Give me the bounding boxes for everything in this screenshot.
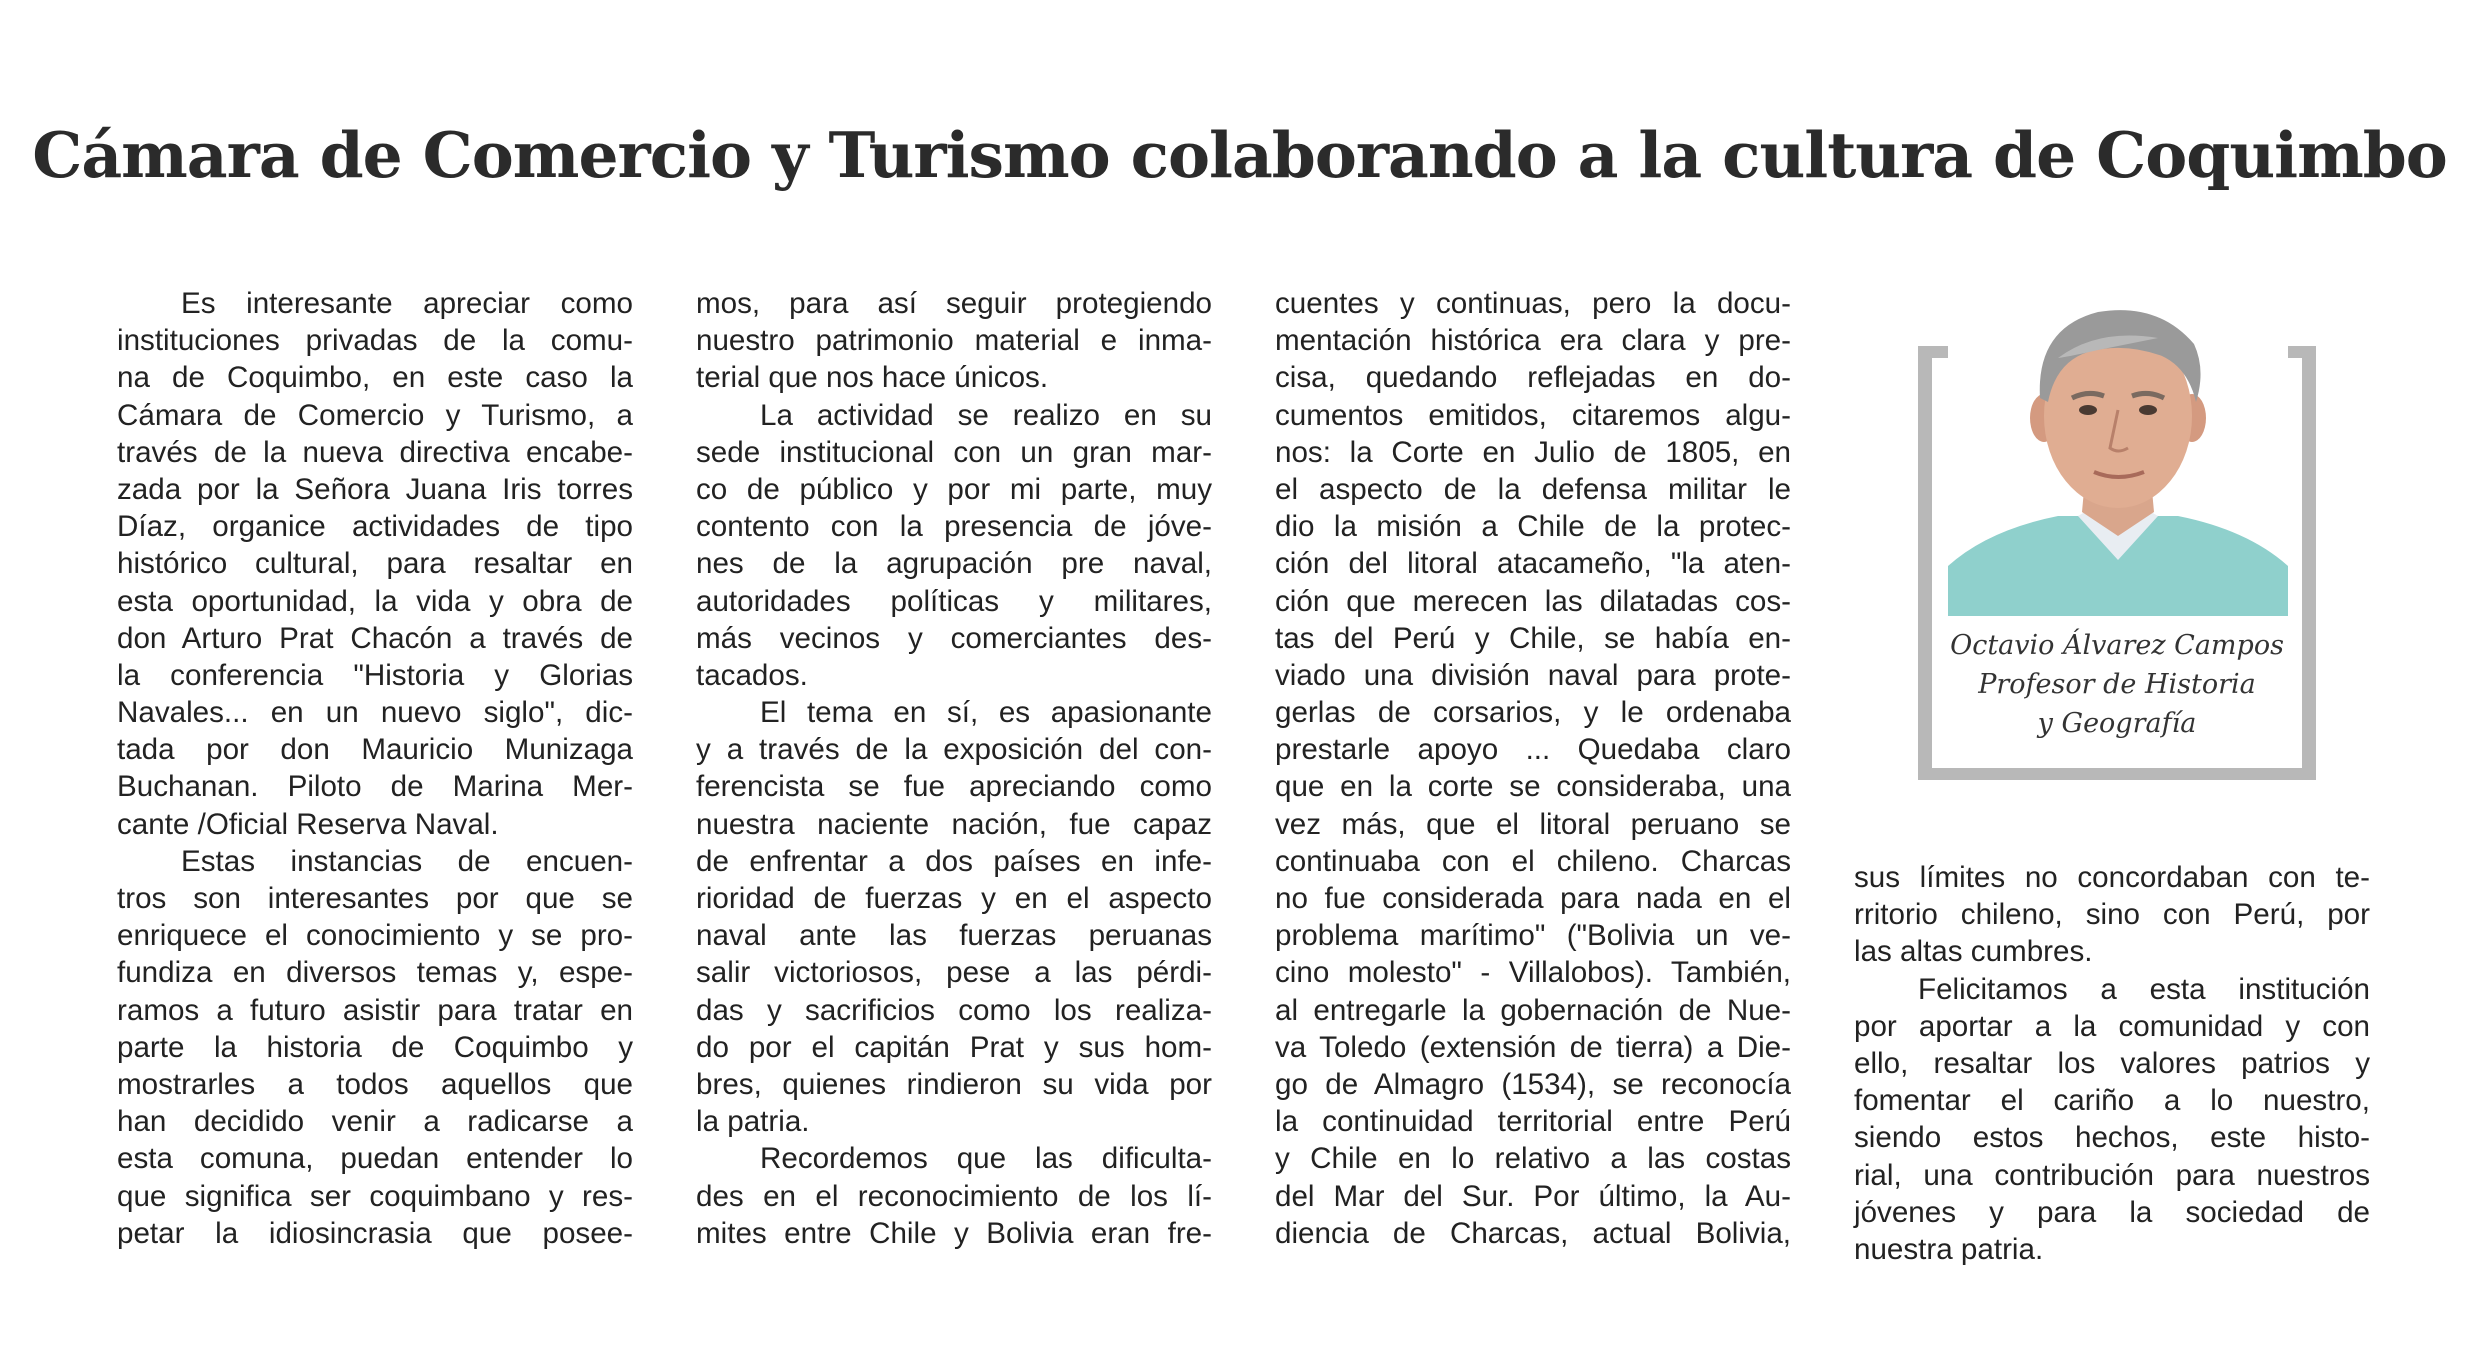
article-line: tacados. <box>696 658 808 692</box>
article-paragraph <box>696 397 1212 695</box>
article-line: parte la historia de Coquimbo y <box>117 1030 633 1064</box>
article-line: vez más, que el litoral peruano se <box>1275 807 1791 841</box>
article-line: través de la nueva directiva encabe- <box>117 435 633 469</box>
article-line: fundiza en diversos temas y, espe- <box>117 956 633 990</box>
article-line: instituciones privadas de la comu- <box>117 324 633 358</box>
article-line: Estas instancias de encuen- <box>181 844 633 878</box>
article-line: la patria. <box>696 1105 810 1139</box>
article-line: viado una división naval para prote- <box>1275 658 1791 692</box>
article-paragraph <box>696 285 1212 397</box>
article-line: ción del litoral atacameño, "la aten- <box>1275 547 1791 581</box>
article-column-1 <box>117 285 633 1252</box>
article-line: que significa ser coquimbano y res- <box>117 1179 633 1213</box>
article-line: Navales... en un nuevo siglo", dic- <box>117 696 633 730</box>
article-line: des en el reconocimiento de los lí- <box>696 1179 1212 1213</box>
article-line: go de Almagro (1534), se reconocía <box>1275 1067 1791 1101</box>
article-line: siendo estos hechos, este histo- <box>1854 1121 2370 1155</box>
article-line: El tema en sí, es apasionante <box>760 696 1212 730</box>
article-line: y a través de la exposición del con- <box>696 733 1212 767</box>
article-line: ello, resaltar los valores patrios y <box>1854 1046 2370 1080</box>
article-line: Díaz, organice actividades de tipo <box>117 510 633 544</box>
article-line: mos, para así seguir protegiendo <box>696 287 1212 320</box>
article-line: cuentes y continuas, pero la docu- <box>1275 287 1791 320</box>
article-line: sede institucional con un gran mar- <box>696 435 1212 469</box>
article-line: gerlas de corsarios, y le ordenaba <box>1275 696 1791 730</box>
article-line: y Chile en lo relativo a las costas <box>1275 1142 1791 1176</box>
article-line: jóvenes y para la sociedad de <box>1854 1195 2370 1229</box>
article-line: petar la idiosincrasia que posee- <box>117 1216 633 1250</box>
article-line: contento con la presencia de jóve- <box>696 510 1212 544</box>
article-line: La actividad se realizo en su <box>760 398 1212 432</box>
article-line: co de público y por mi parte, muy <box>696 472 1212 506</box>
article-line: nuestro patrimonio material e inma- <box>696 324 1212 358</box>
author-portrait-illustration <box>1948 298 2288 616</box>
article-line: dio la misión a Chile de la protec- <box>1275 510 1791 544</box>
author-title-line-2: y Geografía <box>2037 708 2197 739</box>
article-paragraph <box>696 1140 1212 1252</box>
article-line: salir victoriosos, pese a las pérdi- <box>696 956 1212 990</box>
article-line: terial que nos hace únicos. <box>696 361 1049 395</box>
article-line: han decidido venir a radicarse a <box>117 1105 633 1139</box>
article-line: rritorio chileno, sino con Perú, por <box>1854 898 2370 932</box>
article-paragraph <box>1854 971 2370 1269</box>
article-line: problema marítimo" ("Bolivia un ve- <box>1275 919 1791 953</box>
article-line: prestarle apoyo ... Quedaba claro <box>1275 733 1791 767</box>
article-line: cino molesto" - Villalobos). También, <box>1275 956 1791 990</box>
article-line: nos: la Corte en Julio de 1805, en <box>1275 435 1791 469</box>
article-line: no fue considerada para nada en el <box>1275 882 1791 915</box>
article-line: Cámara de Comercio y Turismo, a <box>117 398 633 432</box>
article-line: cante /Oficial Reserva Naval. <box>117 807 499 841</box>
article-line: zada por la Señora Juana Iris torres <box>117 472 633 506</box>
article-line: más vecinos y comerciantes des- <box>696 621 1212 655</box>
article-line: na de Coquimbo, en este caso la <box>117 361 633 395</box>
article-line: bres, quienes rindieron su vida por <box>696 1067 1212 1101</box>
article-column-4 <box>1854 859 2370 1268</box>
article-paragraph <box>117 843 633 1252</box>
article-line: Felicitamos a esta institución <box>1918 972 2370 1006</box>
article-line: las altas cumbres. <box>1854 935 2093 969</box>
article-line: cumentos emitidos, citaremos algu- <box>1275 398 1791 432</box>
article-line: rial, una contribución para nuestros <box>1854 1158 2370 1192</box>
article-line: fomentar el cariño a lo nuestro, <box>1854 1084 2370 1118</box>
author-portrait <box>1948 298 2288 616</box>
article-line: por aportar a la comunidad y con <box>1854 1009 2370 1043</box>
article-line: enriquece el conocimiento y se pro- <box>117 919 633 953</box>
article-line: das y sacrificios como los realiza- <box>696 993 1212 1027</box>
article-line: Buchanan. Piloto de Marina Mer- <box>117 770 633 804</box>
article-line: tros son interesantes por que se <box>117 882 633 915</box>
article-headline: Cámara de Comercio y Turismo colaborando a la cultura de Coquimbo <box>32 118 2447 192</box>
article-line: del Mar del Sur. Por último, la Au- <box>1275 1179 1791 1213</box>
article-line: ferencista se fue apreciando como <box>696 770 1212 804</box>
article-line: al entregarle la gobernación de Nue- <box>1275 993 1791 1027</box>
article-paragraph <box>696 694 1212 1140</box>
author-caption <box>1918 626 2316 743</box>
article-line: de enfrentar a dos países en infe- <box>696 844 1212 878</box>
article-line: ción que merecen las dilatadas cos- <box>1275 584 1791 618</box>
article-line: que en la corte se consideraba, una <box>1275 770 1791 804</box>
article-line: cisa, quedando reflejadas en do- <box>1275 361 1791 395</box>
article-line: va Toledo (extensión de tierra) a Die- <box>1275 1030 1791 1064</box>
frame-bottom-bar <box>1918 768 2316 780</box>
article-column-2 <box>696 285 1212 1252</box>
article-line: autoridades políticas y militares, <box>696 584 1212 618</box>
article-line: la continuidad territorial entre Perú <box>1275 1105 1791 1139</box>
article-paragraph <box>1275 285 1791 1252</box>
author-name: Octavio Álvarez Campos <box>1950 630 2284 661</box>
article-line: naval ante las fuerzas peruanas <box>696 919 1212 953</box>
article-line: ramos a futuro asistir para tratar en <box>117 993 633 1027</box>
article-line: Recordemos que las dificulta- <box>760 1142 1212 1176</box>
article-line: do por el capitán Prat y sus hom- <box>696 1030 1212 1064</box>
article-line: mostrarles a todos aquellos que <box>117 1067 633 1101</box>
article-line: sus límites no concordaban con te- <box>1854 861 2370 894</box>
article-line: tas del Perú y Chile, se había en- <box>1275 621 1791 655</box>
article-line: tada por don Mauricio Munizaga <box>117 733 633 767</box>
article-line: esta comuna, puedan entender lo <box>117 1142 633 1176</box>
article-line: don Arturo Prat Chacón a través de <box>117 621 633 655</box>
article-line: nuestra patria. <box>1854 1232 2044 1266</box>
article-line: diencia de Charcas, actual Bolivia, <box>1275 1216 1791 1250</box>
article-paragraph <box>117 285 633 843</box>
article-line: histórico cultural, para resaltar en <box>117 547 633 581</box>
article-line: esta oportunidad, la vida y obra de <box>117 584 633 618</box>
article-line: mites entre Chile y Bolivia eran fre- <box>696 1216 1212 1250</box>
article-line: el aspecto de la defensa militar le <box>1275 472 1791 506</box>
article-line: mentación histórica era clara y pre- <box>1275 324 1791 358</box>
author-title-line-1: Profesor de Historia <box>1978 669 2256 700</box>
article-line: nuestra naciente nación, fue capaz <box>696 807 1212 841</box>
article-line: rioridad de fuerzas y en el aspecto <box>696 882 1212 915</box>
article-line: Es interesante apreciar como <box>181 287 633 320</box>
article-line: continuaba con el chileno. Charcas <box>1275 844 1791 878</box>
article-column-3 <box>1275 285 1791 1252</box>
article-paragraph <box>1854 859 2370 971</box>
article-line: la conferencia "Historia y Glorias <box>117 658 633 692</box>
article-line: nes de la agrupación pre naval, <box>696 547 1212 581</box>
